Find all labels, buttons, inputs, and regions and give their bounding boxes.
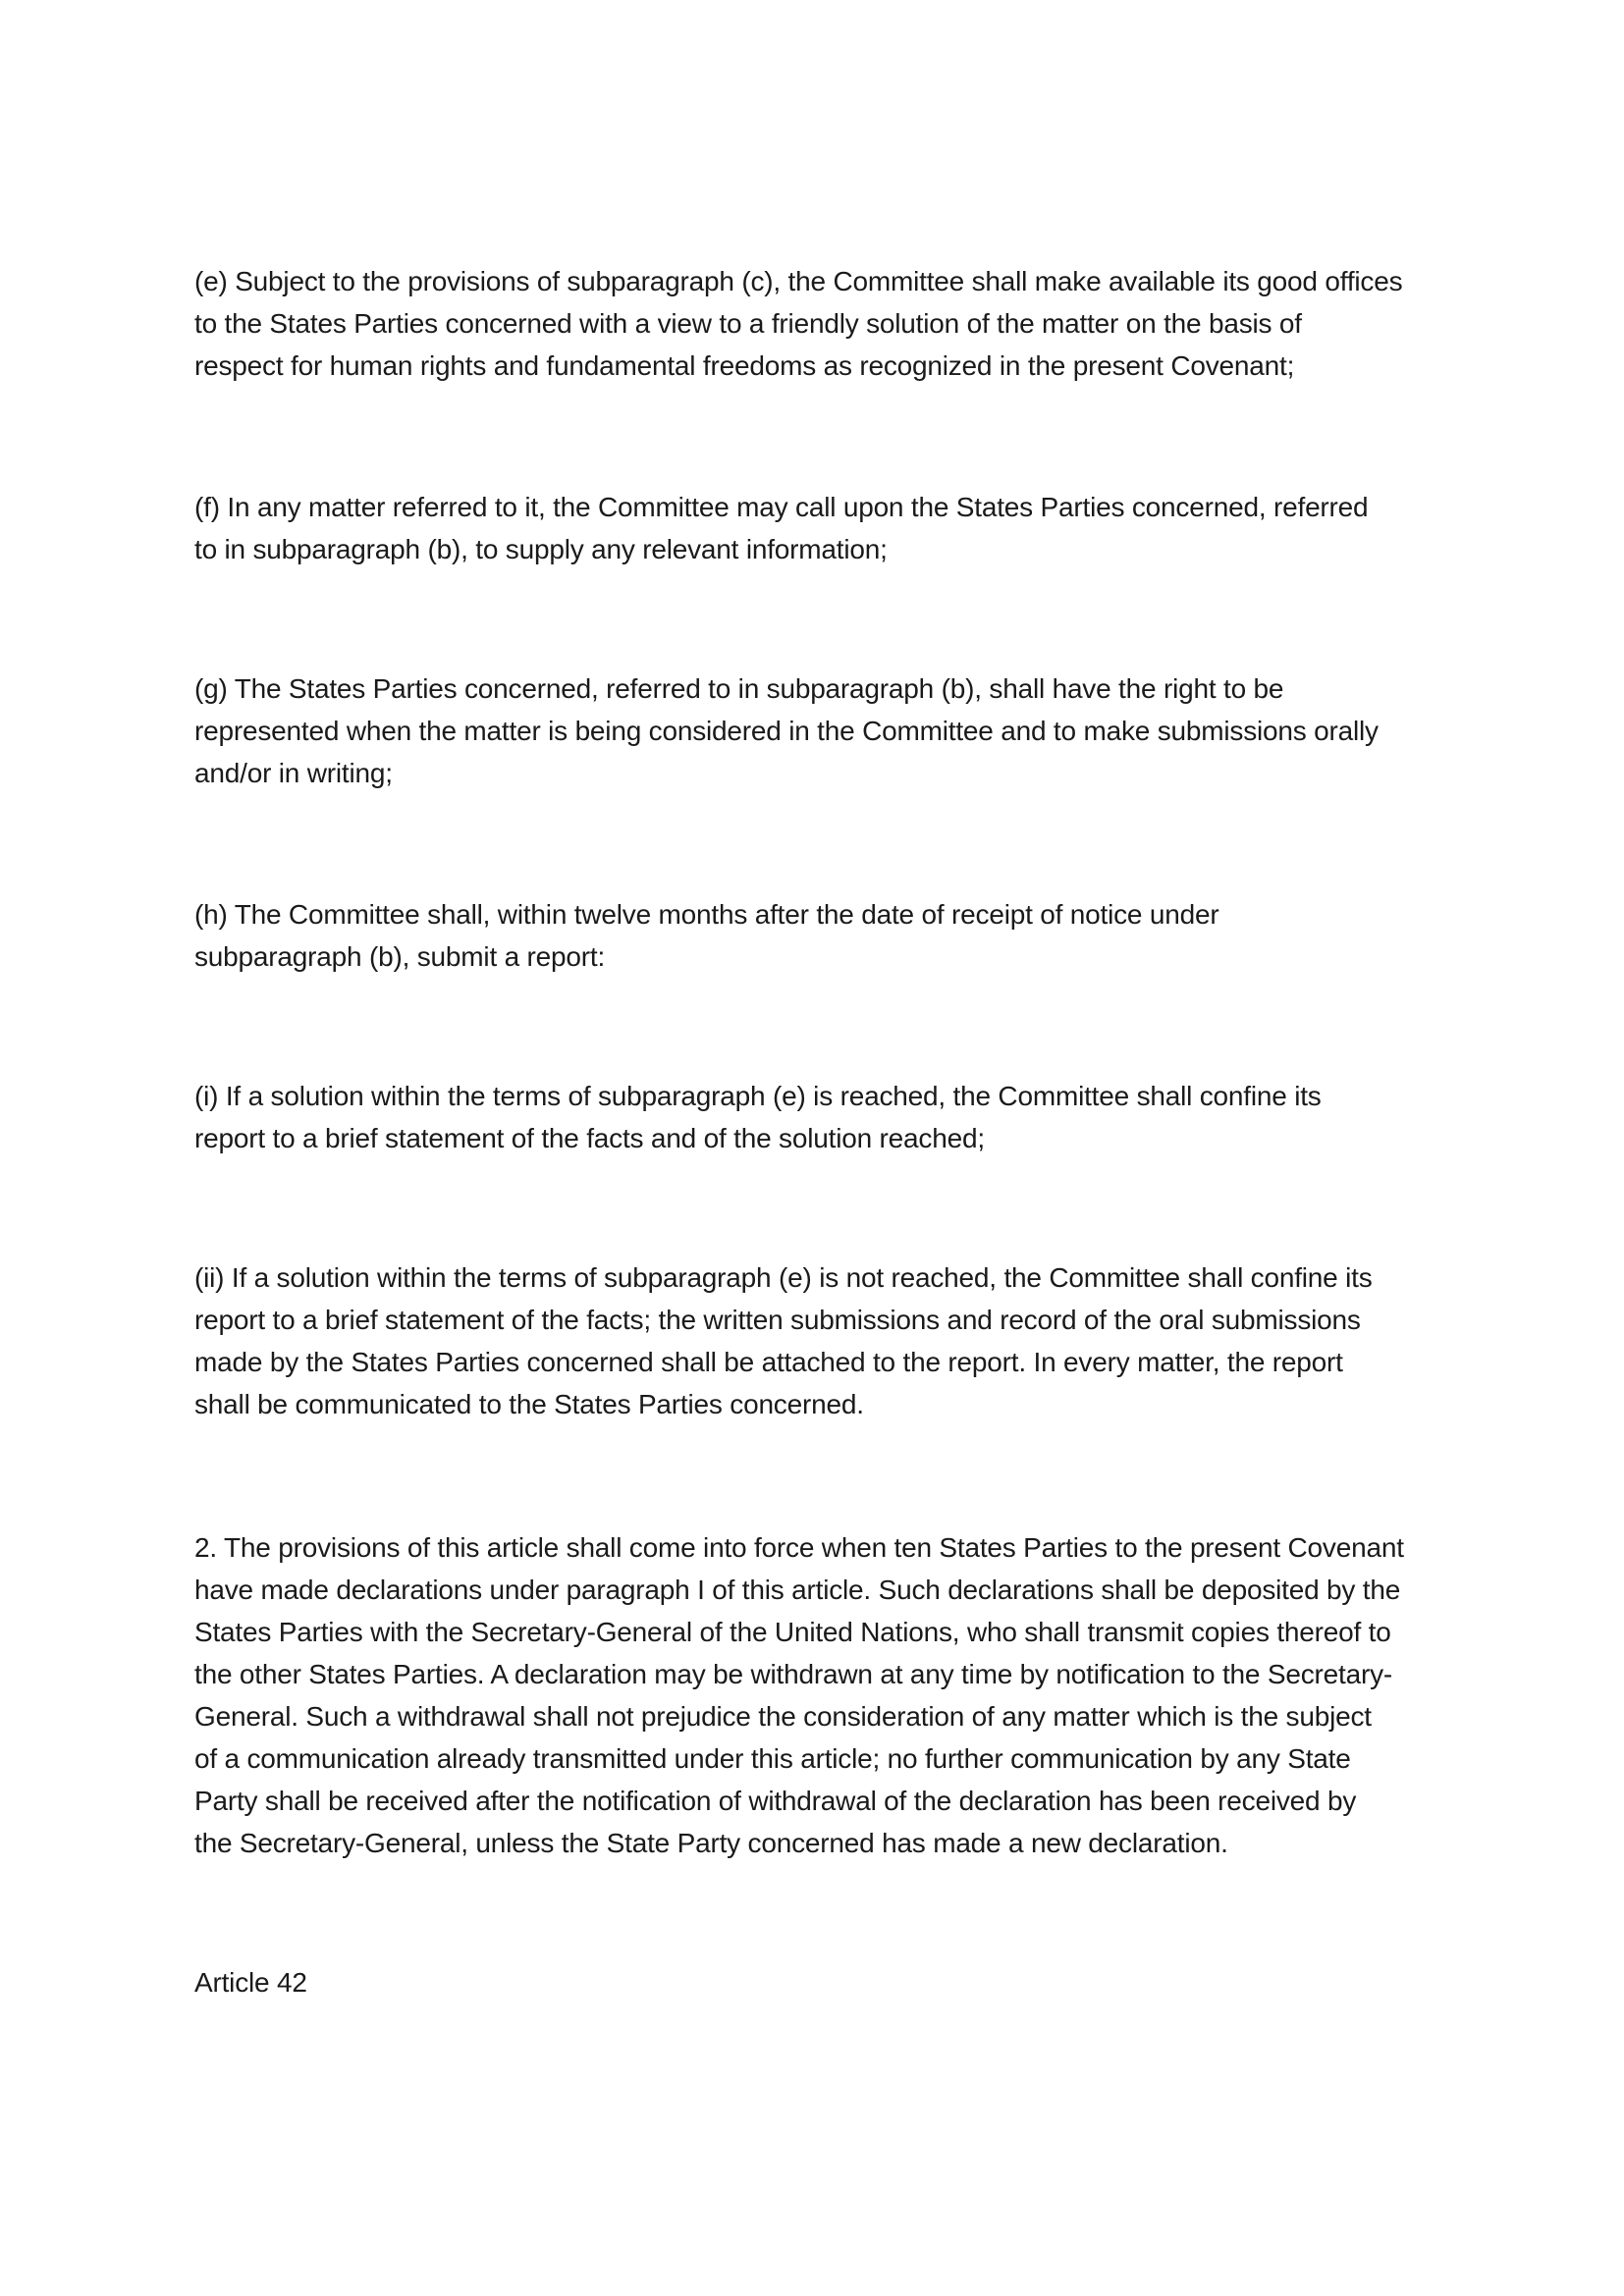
paragraph-g: (g) The States Parties concerned, referred to in subparagraph (b), shall have the right to be represented when the matter is being considered in the Committee and to make submissions orally and/or in writing; [194,673,1379,788]
paragraph-f: (f) In any matter referred to it, the Committee may call upon the States Parties concerned, referred to in subparagraph (b), to supply any relevant information; [194,492,1369,564]
paragraph-h: (h) The Committee shall, within twelve months after the date of receipt of notice under subparagraph (b), submit a report: [194,899,1219,972]
paragraph-ii: (ii) If a solution within the terms of subparagraph (e) is not reached, the Committee shall confine its report to a brief statement of the facts; the written submissions and record of the oral submissions made by the States Parties concerned shall be attached to the report. In every matter, the report shall be communicated to the States Parties concerned. [194,1262,1373,1419]
paragraph-2: 2. The provisions of this article shall come into force when ten States Parties to the present Covenant have made declarations under paragraph I of this article. Such declarations shall be deposited by the States Parties with the Secretary-General of the United Nations, who shall transmit copies thereof to the other States Parties. A declaration may be withdrawn at any time by notification to the Secretary- General. Such a withdrawal shall not prejudice the consideration of any matter which is the subject of a communication already transmitted under this article; no further communication by any State Party shall be received after the notification of withdrawal of the declaration has been received by the Secretary-General, unless the State Party concerned has made a new declaration. [194,1532,1404,1858]
article-heading: Article 42 [194,1967,307,1998]
paragraph-e: (e) Subject to the provisions of subparagraph (c), the Committee shall make available its good offices to the States Parties concerned with a view to a friendly solution of the matter on the basis of respect for human rights and fundamental freedoms as recognized in the present Covenant; [194,266,1403,381]
paragraph-i: (i) If a solution within the terms of subparagraph (e) is reached, the Committee shall confine its report to a brief statement of the facts and of the solution reached; [194,1081,1322,1153]
